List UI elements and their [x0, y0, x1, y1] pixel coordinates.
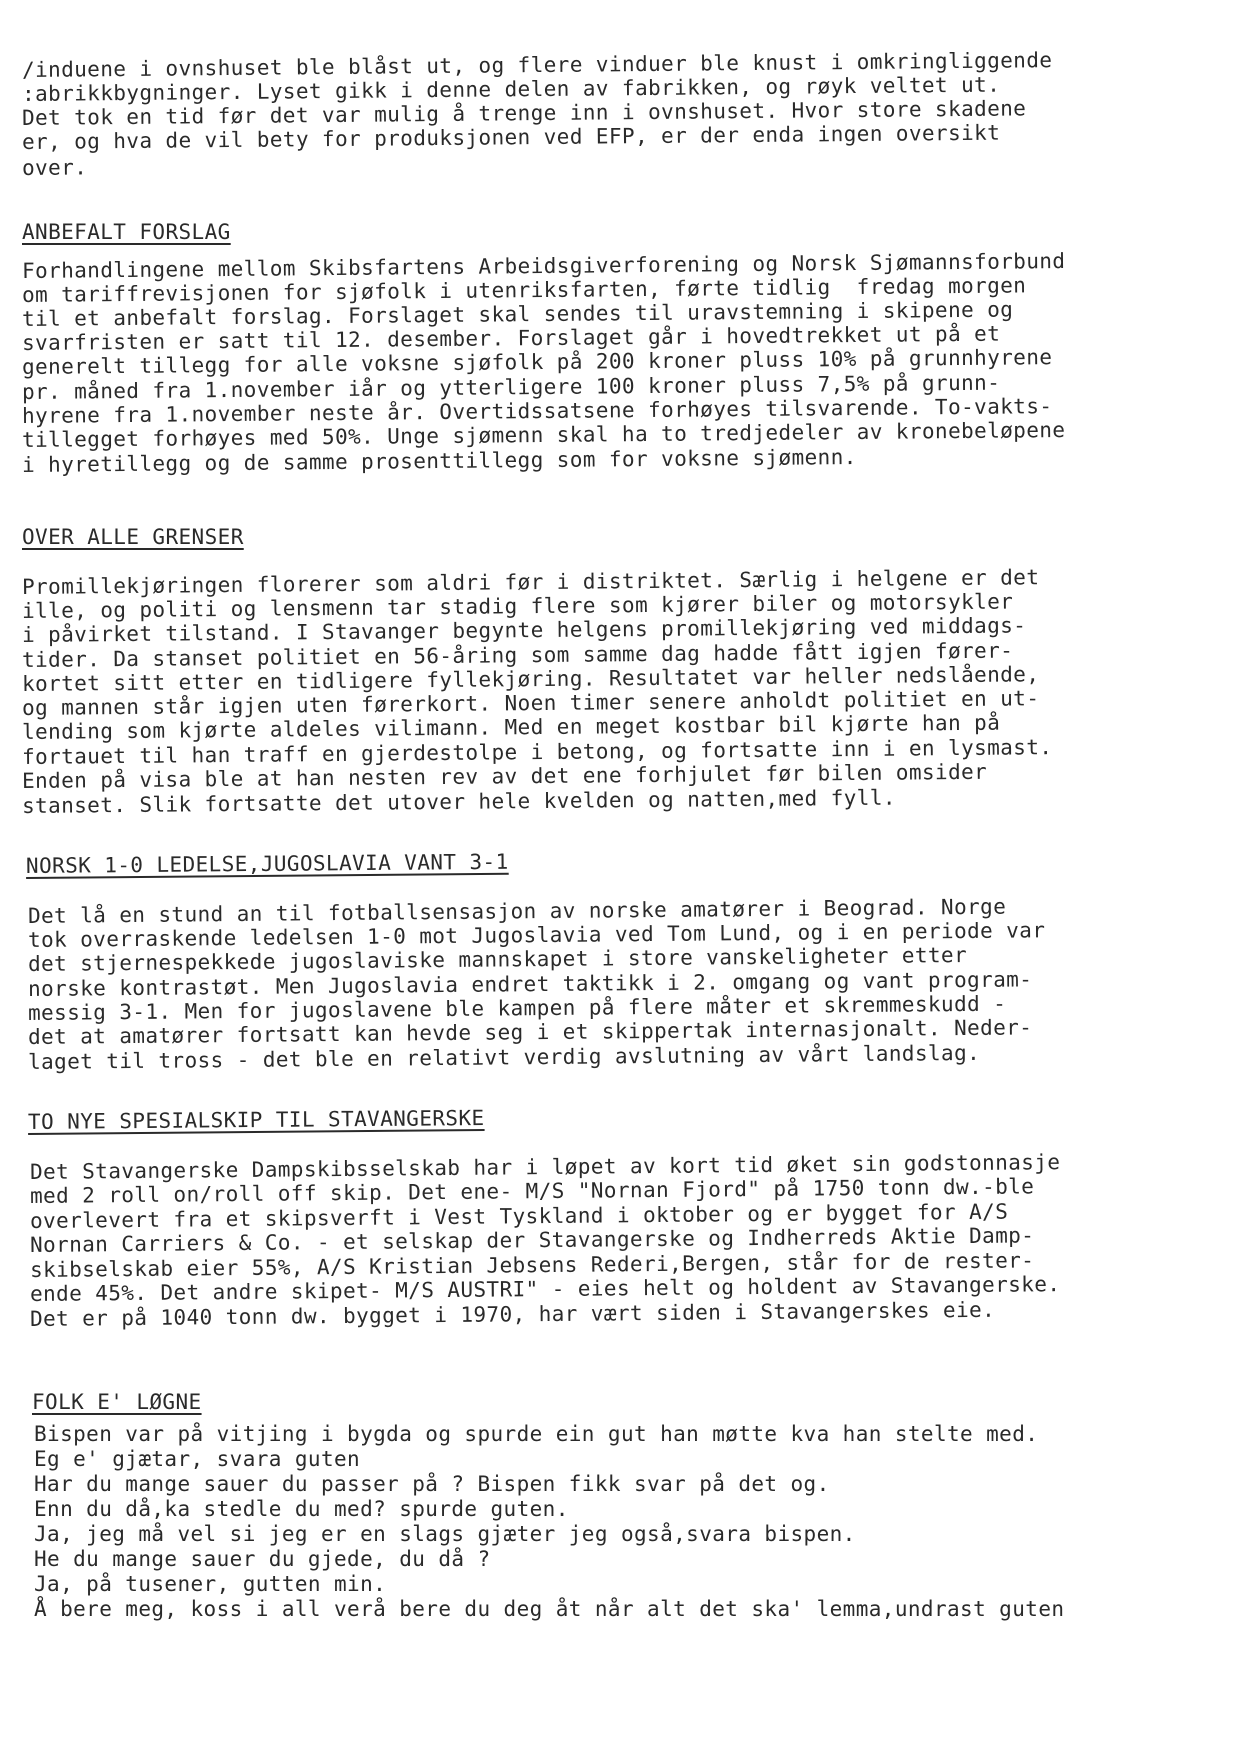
text-line: Enden på visa ble at han nesten rev av det ene forhjulet før bilen omsider: [21, 759, 988, 793]
text-line: :abrikkbygninger. Lyset gikk i denne delen av fabrikken, og røyk veltet ut.: [21, 72, 1001, 106]
text-line: og mannen står igjen uten førerkort. Noen timer senere anholdt politiet en ut-: [21, 686, 1040, 720]
text-line: Ja, jeg må vel si jeg er en slags gjæter jeg også,svara bispen.: [34, 1522, 856, 1546]
text-line: tillegget forhøyes med 50%. Unge sjømenn skal ha to tredjedeler av kronebeløpene: [21, 417, 1066, 452]
text-line: Har du mange sauer du passer på ? Bispen fikk svar på det og.: [34, 1472, 830, 1496]
text-line: i hyretillegg og de samme prosenttillegg som for voksne sjømenn.: [21, 444, 857, 477]
text-line: He du mange sauer du gjede, du då ?: [34, 1547, 491, 1571]
text-line: er, og hva de vil bety for produksjonen ved EFP, er der enda ingen oversikt: [21, 120, 1001, 154]
text-line: hyrene fra 1.november neste år. Overtidssatsene forhøyes tilsvarende. To-vakts-: [21, 394, 1053, 428]
text-line: i påvirket tilstand. I Stavanger begynte helgens promillekjøring ved middags-: [21, 613, 1027, 647]
text-line: tok overraskende ledelsen 1-0 mot Jugoslavia ved Tom Lund, og i en periode var: [27, 918, 1046, 952]
text-line: Nornan Carriers & Co. - et selskap der Stavangerske og Indherreds Aktie Damp-: [29, 1223, 1035, 1257]
text-line: tider. Da stanset politiet en 56-åring som samme dag hadde fått igjen fører-: [21, 638, 1014, 672]
text-line: Det tok en tid før det var mulig å trenge inn i ovnshuset. Hvor store skadene: [21, 96, 1027, 130]
text-line: om tariffrevisjonen for sjøfolk i utenriksfarten, førte tidlig fredag morgen: [21, 273, 1027, 307]
section-heading: FOLK E' LØGNE: [32, 1390, 202, 1414]
text-line: norske kontrastøt. Men Jugoslavia endret taktikk i 2. omgang og vant program-: [27, 967, 1033, 1001]
text-line: kortet sitt etter en tidligere fyllekjøring. Resultatet var heller nedslående,: [21, 662, 1040, 696]
text-line: det stjernespekkede jugoslaviske mannskapet i store vanskeligheter etter: [27, 942, 968, 976]
section-heading: NORSK 1-0 LEDELSE,JUGOSLAVIA VANT 3-1: [25, 849, 509, 878]
text-line: over.: [21, 155, 88, 180]
text-line: Det er på 1040 tonn dw. bygget i 1970, har vært siden i Stavangerskes eie.: [29, 1297, 996, 1331]
text-line: Å bere meg, koss i all verå bere du deg åt når alt det ska' lemma,undrast guten: [34, 1597, 1065, 1621]
text-line: ende 45%. Det andre skipet- M/S AUSTRI" - eies helt og holdent av Stavangerske.: [29, 1272, 1061, 1306]
text-line: messig 3-1. Men for jugoslavene ble kampen på flere måter et skremmeskudd -: [27, 991, 1007, 1025]
text-line: Det Stavangerske Dampskibsselskab har i løpet av kort tid øket sin godstonnasje: [29, 1150, 1061, 1184]
text-line: med 2 roll on/roll off skip. Det ene- M/S "Nornan Fjord" på 1750 tonn dw.-ble: [29, 1174, 1035, 1208]
text-line: Ja, på tusener, gutten min.: [34, 1572, 387, 1596]
text-line: /induene i ovnshuset ble blåst ut, og flere vinduer ble knust i omkringliggende: [21, 48, 1053, 82]
text-line: Bispen var på vitjing i bygda og spurde ein gut han møtte kva han stelte med.: [34, 1422, 1039, 1446]
text-line: Det lå en stund an til fotballsensasjon av norske amatører i Beograd. Norge: [27, 894, 1007, 928]
text-line: Forhandlingene mellom Skibsfartens Arbeidsgiverforening og Norsk Sjømannsforbund: [21, 248, 1066, 283]
text-line: fortauet til han traff en gjerdestolpe i betong, og fortsatte inn i en lysmast.: [21, 735, 1053, 769]
text-line: Enn du då,ka stedle du med? spurde guten.: [34, 1497, 569, 1521]
text-line: Eg e' gjætar, svara guten: [34, 1447, 361, 1471]
text-line: laget til tross - det ble en relativt verdig avslutning av vårt landslag.: [27, 1040, 981, 1074]
text-line: pr. måned fra 1.november iår og ytterligere 100 kroner pluss 7,5% på grunn-: [21, 370, 1001, 404]
section-heading: ANBEFALT FORSLAG: [22, 220, 231, 244]
text-line: skibselskab eier 55%, A/S Kristian Jebsens Rederi,Bergen, står for de rester-: [29, 1248, 1035, 1282]
text-line: ille, og politi og lensmenn tar stadig flere som kjører biler og motorsykler: [21, 589, 1014, 623]
text-line: lending som kjørte aldeles vilimann. Med en meget kostbar bil kjørte han på: [21, 710, 1001, 744]
text-line: Promillekjøringen florerer som aldri før i distriktet. Særlig i helgene er det: [21, 565, 1040, 599]
section-heading: OVER ALLE GRENSER: [22, 525, 244, 549]
text-line: generelt tillegg for alle voksne sjøfolk på 200 kroner pluss 10% på grunnhyrene: [21, 345, 1053, 379]
section-heading: TO NYE SPESIALSKIP TIL STAVANGERSKE: [27, 1106, 485, 1134]
text-line: til et anbefalt forslag. Forslaget skal sendes til uravstemning i skipene og: [21, 297, 1014, 331]
text-line: svarfristen er satt til 12. desember. Forslaget går i hovedtrekket ut på et: [21, 321, 1001, 355]
text-line: stanset. Slik fortsatte det utover hele kvelden og natten,med fyll.: [21, 785, 896, 818]
text-line: overlevert fra et skipsverft i Vest Tyskland i oktober og er bygget for A/S: [29, 1199, 1009, 1233]
text-line: det at amatører fortsatt kan hevde seg i et skippertak internasjonalt. Neder-: [27, 1015, 1033, 1049]
